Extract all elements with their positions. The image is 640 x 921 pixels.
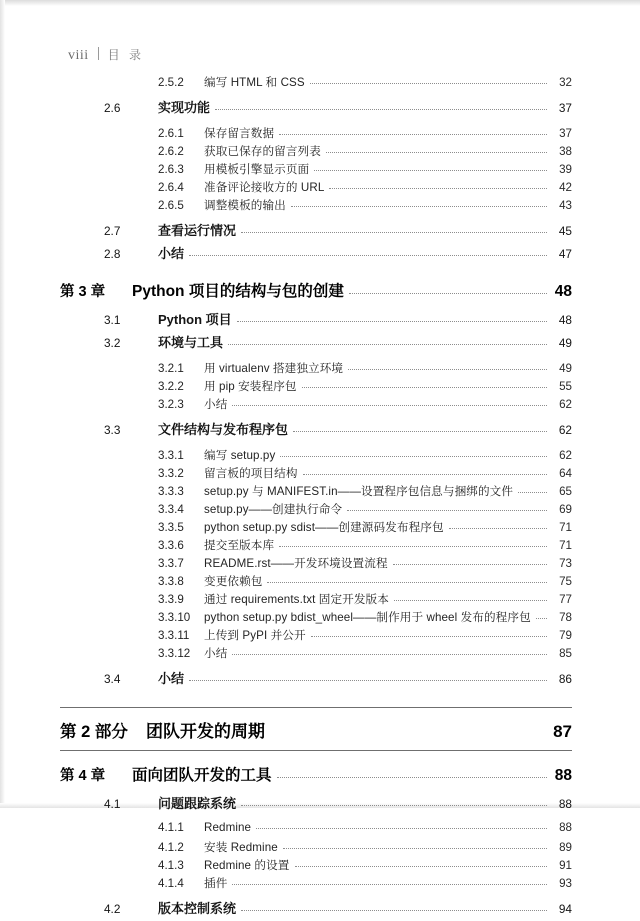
toc-entry-subsection[interactable] <box>60 197 572 215</box>
toc-entry-title: README.rst——开发环境设置流程 <box>204 557 388 570</box>
toc-entry-number: 3.4 <box>104 672 121 686</box>
toc-entry-page-number: 88 <box>559 821 572 834</box>
toc-entry-subsection[interactable] <box>60 378 572 396</box>
toc-leader-dots <box>293 422 547 432</box>
toc-entry-subsection[interactable] <box>60 125 572 143</box>
toc-leader-dots <box>314 162 547 171</box>
toc-entry-title: 用 pip 安装程序包 <box>204 380 297 393</box>
toc-entry-page-number: 49 <box>558 336 572 350</box>
toc-entry-page-number: 88 <box>554 767 572 784</box>
toc-entry-subsection[interactable] <box>60 537 572 555</box>
toc-leader-dots <box>311 628 547 637</box>
page-folio-number: viii <box>68 48 89 63</box>
toc-entry-page-number: 94 <box>558 902 572 916</box>
toc-leader-dots <box>232 397 547 406</box>
toc-entry-title: 留言板的项目结构 <box>204 467 298 480</box>
toc-entry-title: 编写 HTML 和 CSS <box>204 76 305 89</box>
toc-entry-number: 3.3.12 <box>158 647 191 660</box>
toc-entry-page-number: 78 <box>559 611 572 624</box>
toc-entry-title: 变更依赖包 <box>204 575 263 588</box>
toc-entry-title: 安装 Redmine <box>204 841 278 854</box>
toc-entry-section[interactable] <box>60 898 572 921</box>
toc-entry-title: Redmine <box>204 821 252 834</box>
toc-entry-page-number: 55 <box>559 380 572 393</box>
toc-entry-page-number: 62 <box>559 449 572 462</box>
toc-entry-number: 2.6 <box>104 101 121 115</box>
toc-entry-page-number: 88 <box>558 797 572 811</box>
toc-entry-number: 3.3.1 <box>158 449 184 462</box>
toc-entry-number: 3.3.11 <box>158 629 190 642</box>
toc-entry-number: 3.2.1 <box>158 362 184 375</box>
header-divider-rule <box>98 47 99 60</box>
toc-entry-section[interactable] <box>60 668 572 691</box>
toc-entry-number: 第 2 部分 <box>60 723 128 741</box>
toc-entry-number: 3.3.6 <box>158 539 184 552</box>
toc-entry-title: 保存留言数据 <box>204 127 275 140</box>
toc-entry-title: 小结 <box>204 647 228 660</box>
toc-entry-page-number: 79 <box>559 629 572 642</box>
toc-entry-subsection[interactable] <box>60 483 572 501</box>
toc-entry-number: 4.1.3 <box>158 859 184 872</box>
toc-leader-dots <box>241 223 547 233</box>
toc-leader-dots <box>189 246 547 256</box>
toc-leader-dots <box>241 901 547 911</box>
toc-entry-number: 3.3 <box>104 423 121 437</box>
toc-entry-number: 2.6.3 <box>158 163 184 176</box>
toc-leader-dots <box>518 484 547 493</box>
toc-entry-title: python setup.py bdist_wheel——制作用于 wheel 发布的程序包 <box>204 611 531 624</box>
toc-leader-dots <box>393 556 547 565</box>
toc-entry-subsection[interactable] <box>60 396 572 414</box>
toc-leader-dots <box>280 448 547 457</box>
toc-entry-page-number: 48 <box>558 313 572 327</box>
toc-entry-page-number: 85 <box>559 647 572 660</box>
toc-part-divider <box>60 707 572 751</box>
toc-entry-subsection[interactable] <box>60 857 572 875</box>
toc-entry-page-number: 37 <box>558 101 572 115</box>
toc-leader-dots <box>536 610 547 619</box>
toc-entry-number: 4.1.4 <box>158 877 184 890</box>
toc-entry-page-number: 89 <box>559 841 572 854</box>
toc-entry-subsection[interactable] <box>60 143 572 161</box>
toc-entry-title: 面向团队开发的工具 <box>132 767 272 784</box>
page-edge-top <box>0 0 640 6</box>
toc-entry-page-number: 69 <box>559 503 572 516</box>
toc-entry-number: 2.6.5 <box>158 199 184 212</box>
toc-entry-subsection[interactable] <box>60 627 572 645</box>
toc-entry-number: 3.3.4 <box>158 503 184 516</box>
toc-entry-title: setup.py——创建执行命令 <box>204 503 343 516</box>
toc-entry-page-number: 42 <box>559 181 572 194</box>
toc-entry-title: python setup.py sdist——创建源码发布程序包 <box>204 521 444 534</box>
toc-entry-subsection[interactable] <box>60 609 572 627</box>
toc-leader-dots <box>291 198 547 207</box>
toc-entry-number: 3.3.8 <box>158 575 184 588</box>
toc-entry-chapter[interactable] <box>60 279 572 309</box>
toc-entry-part[interactable] <box>60 717 572 741</box>
toc-entry-number: 3.3.7 <box>158 557 184 570</box>
toc-entry-page-number: 71 <box>559 539 572 552</box>
toc-leader-dots <box>232 646 547 655</box>
toc-leader-dots <box>326 144 547 153</box>
toc-entry-title: 用 virtualenv 搭建独立环境 <box>204 362 344 375</box>
toc-entry-subsection[interactable] <box>60 573 572 591</box>
toc-entry-section[interactable] <box>60 309 572 332</box>
toc-entry-subsection[interactable] <box>60 519 572 537</box>
toc-spacer <box>60 266 572 275</box>
toc-entry-section[interactable] <box>60 332 572 355</box>
toc-leader-dots <box>279 538 547 547</box>
toc-entry-title: 获取已保存的留言列表 <box>204 145 321 158</box>
toc-entry-number: 2.6.2 <box>158 145 184 158</box>
toc-entry-number: 2.6.1 <box>158 127 184 140</box>
toc-leader-dots <box>349 284 547 294</box>
toc-entry-subsection[interactable] <box>60 465 572 483</box>
toc-entry-subsection[interactable] <box>60 645 572 663</box>
toc-leader-dots <box>303 466 547 475</box>
toc-leader-dots <box>277 768 547 778</box>
toc-entry-page-number: 93 <box>559 877 572 890</box>
toc-entry-page-number: 75 <box>559 575 572 588</box>
toc-leader-dots <box>189 671 547 681</box>
toc-entry-title: 团队开发的周期 <box>146 722 265 741</box>
toc-entry-subsection[interactable] <box>60 179 572 197</box>
toc-entry-number: 2.6.4 <box>158 181 184 194</box>
toc-entry-number: 3.3.5 <box>158 521 184 534</box>
toc-leader-dots <box>295 858 547 867</box>
toc-leader-dots <box>310 75 547 84</box>
toc-entry-section[interactable] <box>60 97 572 120</box>
toc-entry-section[interactable] <box>60 419 572 442</box>
toc-entry-page-number: 62 <box>558 423 572 437</box>
toc-entry-title: 小结 <box>158 671 185 686</box>
toc-entry-page-number: 43 <box>559 199 572 212</box>
toc-entry-number: 4.1 <box>104 797 121 811</box>
toc-entry-title: 用模板引擎显示页面 <box>204 163 310 176</box>
toc-entry-title: 调整模板的输出 <box>204 199 286 212</box>
toc-leader-dots <box>241 796 547 806</box>
toc-entry-number: 4.1.2 <box>158 841 184 854</box>
toc-entry-number: 3.2 <box>104 336 121 350</box>
toc-leader-dots <box>237 312 547 322</box>
toc-entry-number: 4.1.1 <box>158 821 184 834</box>
toc-entry-title: 编写 setup.py <box>204 449 276 462</box>
toc-entry-title: 环境与工具 <box>158 335 224 350</box>
toc-leader-dots <box>347 502 547 511</box>
toc-entry-subsection[interactable] <box>60 591 572 609</box>
toc-entry-title: Python 项目 <box>158 312 232 327</box>
toc-entry-section[interactable] <box>60 220 572 243</box>
toc-entry-page-number: 38 <box>559 145 572 158</box>
header-section-label: 目 录 <box>107 48 145 62</box>
toc-leader-dots <box>256 820 547 829</box>
toc-entry-page-number: 91 <box>559 859 572 872</box>
toc-entry-subsection[interactable] <box>60 161 572 179</box>
toc-entry-title: 小结 <box>158 246 185 261</box>
toc-entry-subsection[interactable] <box>60 501 572 519</box>
toc-entry-page-number: 65 <box>559 485 572 498</box>
toc-entry-page-number: 48 <box>554 283 572 300</box>
toc-entry-number: 2.5.2 <box>158 76 184 89</box>
toc-entry-number: 3.1 <box>104 313 121 327</box>
toc-entry-title: 文件结构与发布程序包 <box>158 422 289 437</box>
toc-entry-title: 小结 <box>204 398 228 411</box>
toc-entry-section[interactable] <box>60 793 572 816</box>
toc-entry-title: Python 项目的结构与包的创建 <box>132 283 344 300</box>
toc-entry-number: 3.2.3 <box>158 398 184 411</box>
toc-entry-number: 3.3.10 <box>158 611 191 624</box>
toc-entry-subsection[interactable] <box>60 875 572 893</box>
toc-entry-subsection[interactable] <box>60 839 572 857</box>
toc-entry-title: 查看运行情况 <box>158 223 237 238</box>
toc-entry-page-number: 64 <box>559 467 572 480</box>
toc-entry-title: 问题跟踪系统 <box>158 796 237 811</box>
toc-entry-title: 版本控制系统 <box>158 901 237 916</box>
toc-entry-number: 3.3.9 <box>158 593 184 606</box>
toc-entry-title: 提交至版本库 <box>204 539 275 552</box>
toc-entry-number: 2.7 <box>104 224 121 238</box>
toc-entry-title: 插件 <box>204 877 228 890</box>
toc-entry-page-number: 77 <box>559 593 572 606</box>
toc-entry-number: 第 3 章 <box>60 284 106 300</box>
toc-leader-dots <box>302 379 547 388</box>
toc-entry-page-number: 39 <box>559 163 572 176</box>
toc-entry-subsection[interactable] <box>60 555 572 573</box>
toc-entry-page-number: 62 <box>559 398 572 411</box>
toc-entry-title: 准备评论接收方的 URL <box>204 181 325 194</box>
toc-entry-page-number: 86 <box>558 672 572 686</box>
toc-entry-page-number: 87 <box>553 722 572 741</box>
toc-leader-dots <box>228 335 547 345</box>
toc-entry-page-number: 45 <box>558 224 572 238</box>
toc-entry-subsection[interactable] <box>60 360 572 378</box>
page-edge-left <box>0 0 5 808</box>
toc-entry-page-number: 47 <box>558 247 572 261</box>
toc-leader-dots <box>283 840 547 849</box>
running-header <box>68 46 144 64</box>
toc-entry-section[interactable] <box>60 243 572 266</box>
toc-entry-title: setup.py 与 MANIFEST.in——设置程序包信息与捆绑的文件 <box>204 485 514 498</box>
toc-leader-dots <box>267 574 547 583</box>
toc-leader-dots <box>329 180 547 189</box>
toc-entry-number: 第 4 章 <box>60 768 106 784</box>
toc-entry-subsection[interactable] <box>60 821 572 839</box>
toc-entry-title: 实现功能 <box>158 100 211 115</box>
toc-entry-number: 3.3.2 <box>158 467 184 480</box>
toc-entry-number: 3.2.2 <box>158 380 184 393</box>
toc-entry-page-number: 71 <box>559 521 572 534</box>
toc-leader-dots <box>279 126 547 135</box>
toc-entry-page-number: 73 <box>559 557 572 570</box>
toc-entry-title: Redmine 的设置 <box>204 859 290 872</box>
toc-entry-subsection[interactable] <box>60 447 572 465</box>
toc-entry-number: 3.3.3 <box>158 485 184 498</box>
toc-entry-page-number: 37 <box>559 127 572 140</box>
toc-leader-dots <box>394 592 547 601</box>
toc-entry-subsection[interactable] <box>60 74 572 92</box>
toc-entry-page-number: 32 <box>559 76 572 89</box>
toc-entry-title: 上传到 PyPI 并公开 <box>204 629 306 642</box>
toc-entry-number: 2.8 <box>104 247 121 261</box>
toc-leader-dots <box>232 876 547 885</box>
toc-leader-dots <box>348 361 547 370</box>
toc-entry-title: 通过 requirements.txt 固定开发版本 <box>204 593 389 606</box>
toc-entry-number: 4.2 <box>104 902 121 916</box>
table-of-contents <box>60 74 572 921</box>
toc-leader-dots <box>449 520 547 529</box>
toc-entry-chapter[interactable] <box>60 763 572 793</box>
toc-entry-page-number: 49 <box>559 362 572 375</box>
toc-leader-dots <box>215 100 547 110</box>
